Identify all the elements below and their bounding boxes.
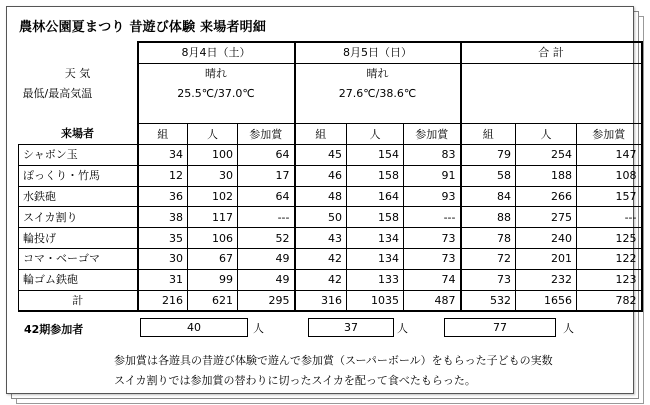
row-name: シャボン玉	[19, 144, 138, 165]
total-participants: 77	[444, 318, 556, 337]
d1-groups-cell: 30	[138, 248, 188, 269]
d1-groups-cell: 38	[138, 207, 188, 228]
d2-tickets-cell: 93	[404, 186, 461, 207]
day2-people-header: 人	[347, 124, 404, 145]
row-name: ぽっくり・竹馬	[19, 165, 138, 186]
day1-temperature: 25.5℃/37.0℃	[138, 84, 295, 104]
d2-tickets-total: 487	[404, 290, 461, 311]
t-tickets-cell: 157	[577, 186, 642, 207]
d2-groups-cell: 46	[295, 165, 347, 186]
d1-tickets-cell: 64	[238, 144, 295, 165]
totals-label: 計	[19, 290, 138, 311]
temperature-row	[19, 84, 642, 104]
d2-people-cell: 158	[347, 207, 404, 228]
d1-tickets-cell: 64	[238, 186, 295, 207]
d2-tickets-cell: 83	[404, 144, 461, 165]
d1-groups-cell: 12	[138, 165, 188, 186]
t-tickets-cell: ---	[577, 207, 642, 228]
day1-header: 8月4日（土）	[138, 42, 295, 63]
t-groups-cell: 79	[461, 144, 516, 165]
day1-weather: 晴れ	[138, 63, 295, 83]
day2-temperature: 27.6℃/38.6℃	[295, 84, 461, 104]
d1-tickets-cell: 49	[238, 269, 295, 290]
t-groups-cell: 58	[461, 165, 516, 186]
note-line-2: スイカ割りでは参加賞の替わりに切ったスイカを配って食べたもらった。	[114, 374, 476, 387]
d1-tickets-cell: 52	[238, 228, 295, 249]
day1-participants-unit: 人	[253, 322, 264, 335]
d2-groups-cell: 43	[295, 228, 347, 249]
d2-people-cell: 134	[347, 248, 404, 269]
d2-people-cell: 133	[347, 269, 404, 290]
d1-groups-cell: 35	[138, 228, 188, 249]
day2-participants-unit: 人	[397, 322, 408, 335]
total-header: 合 計	[461, 42, 642, 63]
row-label-header: 来場者	[19, 124, 138, 145]
spacer-row	[19, 103, 642, 123]
d1-groups-cell: 34	[138, 144, 188, 165]
d1-people-cell: 100	[188, 144, 238, 165]
d1-people-total: 621	[188, 290, 238, 311]
d1-groups-cell: 31	[138, 269, 188, 290]
d2-groups-cell: 45	[295, 144, 347, 165]
weather-row	[19, 63, 642, 83]
d2-tickets-cell: 73	[404, 248, 461, 269]
d2-groups-cell: 48	[295, 186, 347, 207]
table-row	[19, 228, 642, 249]
table-row	[19, 165, 642, 186]
t-people-cell: 201	[516, 248, 577, 269]
t-groups-cell: 88	[461, 207, 516, 228]
d2-tickets-cell: ---	[404, 207, 461, 228]
row-name: 輪ゴム鉄砲	[19, 269, 138, 290]
d2-tickets-cell: 74	[404, 269, 461, 290]
table-row	[19, 207, 642, 228]
t-tickets-cell: 147	[577, 144, 642, 165]
temperature-label: 最低/最高気温	[22, 86, 93, 100]
t-people-cell: 254	[516, 144, 577, 165]
d1-people-cell: 106	[188, 228, 238, 249]
t-people-cell: 188	[516, 165, 577, 186]
d2-groups-total: 316	[295, 290, 347, 311]
t-groups-cell: 78	[461, 228, 516, 249]
d1-people-cell: 102	[188, 186, 238, 207]
day1-people-header: 人	[188, 124, 238, 145]
d2-groups-cell: 42	[295, 248, 347, 269]
table-row	[19, 248, 642, 269]
day2-groups-header: 組	[295, 124, 347, 145]
day1-tickets-header: 参加賞	[238, 124, 295, 145]
row-name: 輪投げ	[19, 228, 138, 249]
t-people-cell: 266	[516, 186, 577, 207]
d2-people-total: 1035	[347, 290, 404, 311]
d2-people-cell: 154	[347, 144, 404, 165]
t-tickets-cell: 123	[577, 269, 642, 290]
d2-people-cell: 134	[347, 228, 404, 249]
d1-people-cell: 117	[188, 207, 238, 228]
day2-participants: 37	[308, 318, 394, 337]
t-groups-cell: 73	[461, 269, 516, 290]
d2-tickets-cell: 73	[404, 228, 461, 249]
total-groups-header: 組	[461, 124, 516, 145]
d1-tickets-cell: 49	[238, 248, 295, 269]
t-groups-cell: 84	[461, 186, 516, 207]
day1-groups-header: 組	[138, 124, 188, 145]
table-row	[19, 144, 642, 165]
total-people-header: 人	[516, 124, 577, 145]
d2-tickets-cell: 91	[404, 165, 461, 186]
d1-tickets-cell: ---	[238, 207, 295, 228]
t-people-cell: 240	[516, 228, 577, 249]
day2-weather: 晴れ	[295, 63, 461, 83]
d2-people-cell: 158	[347, 165, 404, 186]
d1-groups-cell: 36	[138, 186, 188, 207]
total-participants-unit: 人	[563, 322, 574, 335]
day1-participants: 40	[140, 318, 248, 337]
day2-tickets-header: 参加賞	[404, 124, 461, 145]
column-header-row	[19, 124, 642, 145]
d1-people-cell: 99	[188, 269, 238, 290]
t-tickets-cell: 122	[577, 248, 642, 269]
t-groups-total: 532	[461, 290, 516, 311]
d1-people-cell: 30	[188, 165, 238, 186]
day2-header: 8月5日（日）	[295, 42, 461, 63]
table-row	[19, 186, 642, 207]
totals-row	[19, 290, 642, 311]
t-people-cell: 232	[516, 269, 577, 290]
d2-groups-cell: 42	[295, 269, 347, 290]
total-tickets-header: 参加賞	[577, 124, 642, 145]
table-row	[19, 269, 642, 290]
note-line-1: 参加賞は各遊具の昔遊び体験で遊んで参加賞（スーパーボール）をもらった子どもの実数	[114, 354, 553, 367]
t-people-cell: 275	[516, 207, 577, 228]
t-tickets-total: 782	[577, 290, 642, 311]
row-name: コマ・ベーゴマ	[19, 248, 138, 269]
document-title: 農林公園夏まつり 昔遊び体験 来場者明細	[19, 20, 267, 35]
row-name: スイカ割り	[19, 207, 138, 228]
visitor-table	[18, 41, 643, 312]
d1-tickets-total: 295	[238, 290, 295, 311]
weather-label: 天 気	[64, 66, 91, 80]
participants-label: 42期参加者	[24, 323, 84, 336]
d2-groups-cell: 50	[295, 207, 347, 228]
d1-tickets-cell: 17	[238, 165, 295, 186]
t-people-total: 1656	[516, 290, 577, 311]
row-name: 水鉄砲	[19, 186, 138, 207]
date-header-row	[19, 42, 642, 63]
t-groups-cell: 72	[461, 248, 516, 269]
d2-people-cell: 164	[347, 186, 404, 207]
d1-groups-total: 216	[138, 290, 188, 311]
t-tickets-cell: 108	[577, 165, 642, 186]
t-tickets-cell: 125	[577, 228, 642, 249]
d1-people-cell: 67	[188, 248, 238, 269]
